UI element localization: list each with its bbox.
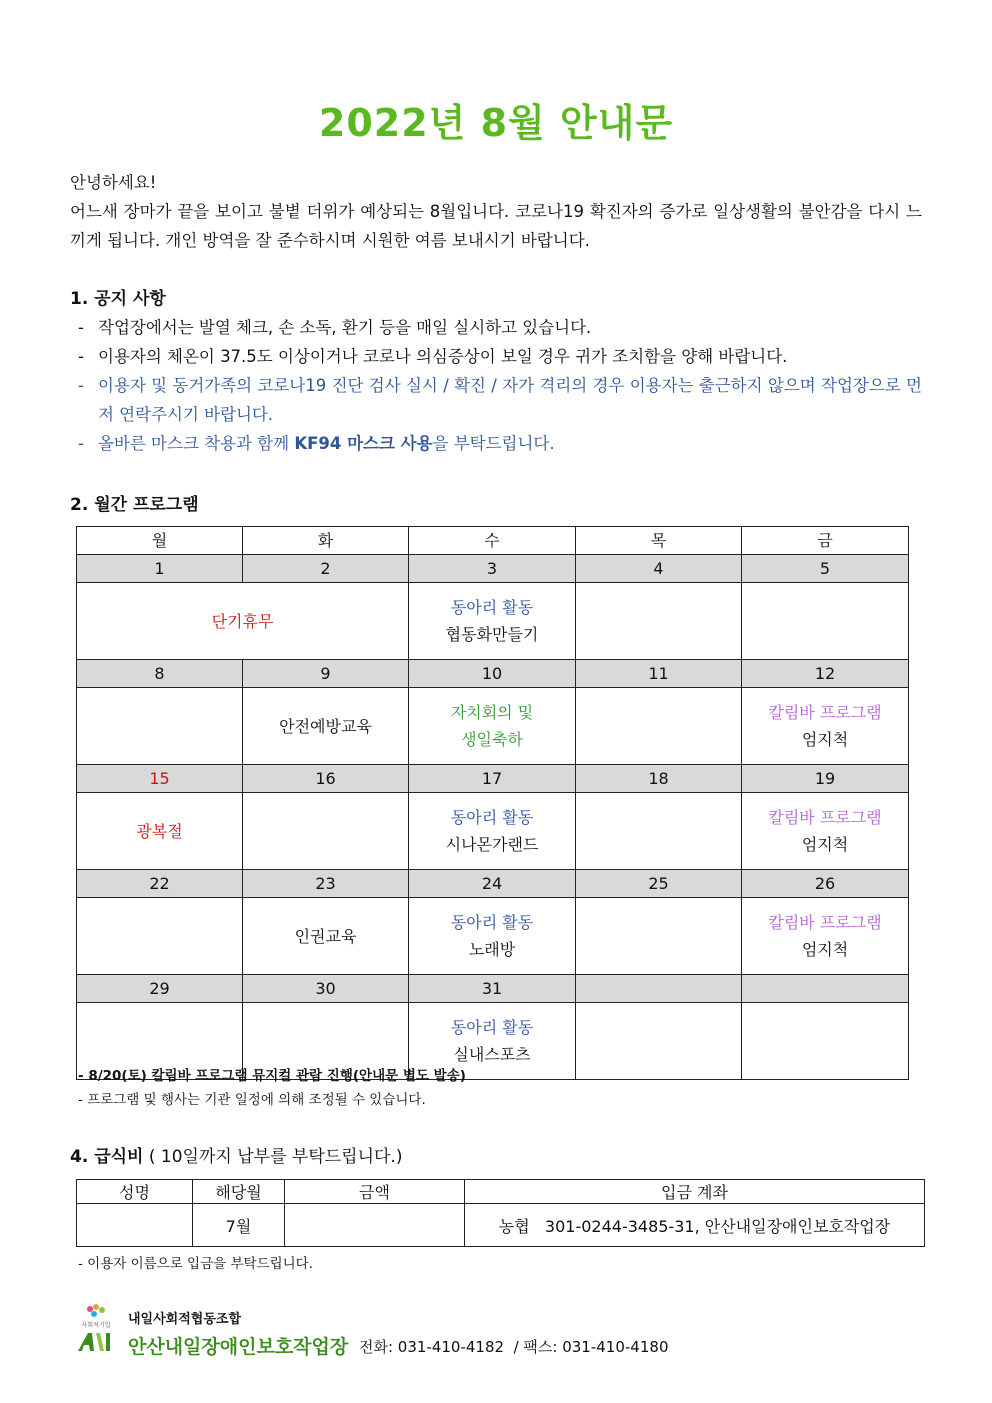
activity-title: 칼림바 프로그램 [768, 913, 882, 932]
cooperative-name: 내일사회적협동조합 [128, 1312, 242, 1327]
activity-detail: 실내스포츠 [453, 1045, 531, 1064]
list-item: - 이용자 및 동거가족의 코로나19 진단 검사 실시 / 확진 / 자가 격리의 경우 이용자는 출근하지 않으며 작업장으로 먼저 연락주시기 바랍니다. [78, 371, 922, 429]
activity-title: 동아리 활동 [450, 808, 534, 827]
program-note: - 8/20(토) 칼림바 프로그램 뮤지컬 관람 진행(안내문 별도 발송) [78, 1068, 466, 1084]
notice-item-emphasis: KF94 마스크 사용 [294, 434, 433, 453]
page-title: 2022년 8월 안내문 [318, 101, 674, 145]
notice-item: 작업장에서는 발열 체크, 손 소독, 환기 등을 매일 실시하고 있습니다. [98, 318, 592, 337]
activity-title: 칼림바 프로그램 [768, 808, 882, 827]
fee-heading-title: 4. 급식비 [70, 1147, 144, 1167]
column-header: 해당월 [193, 1180, 285, 1204]
activity-cell [742, 898, 909, 975]
table-row [77, 1204, 925, 1247]
organization-logo-icon [76, 1303, 116, 1355]
date-cell: 24 [409, 870, 576, 898]
activity-cell [409, 688, 576, 765]
activity-cell [742, 688, 909, 765]
column-header: 금액 [285, 1180, 465, 1204]
activity-title: 동아리 활동 [450, 598, 534, 617]
activity-title: 생일축하 [461, 730, 523, 749]
activity-cell [77, 688, 243, 765]
activity-cell [409, 583, 576, 660]
activity-title: 칼림바 프로그램 [768, 703, 882, 722]
holiday-cell: 단기휴무 [77, 583, 409, 660]
notice-item: 이용자 및 동거가족의 코로나19 진단 검사 실시 / 확진 / 자가 격리의 경우 이용자는 출근하지 않으며 작업장으로 먼저 연락주시기 바랍니다. [98, 376, 922, 424]
weekday-label: 화 [243, 527, 409, 555]
fee-heading-note: ( 10일까지 납부를 부탁드립니다.) [143, 1147, 403, 1167]
activity-cell: 인권교육 [243, 898, 409, 975]
monthly-calendar [76, 526, 909, 1080]
activity-title: 동아리 활동 [450, 1018, 534, 1037]
weekday-label: 금 [742, 527, 909, 555]
date-cell: 1 [77, 555, 243, 583]
notice-item-text: 을 부탁드립니다. [432, 434, 555, 453]
date-cell: 15 [77, 765, 243, 793]
workshop-name: 안산내일장애인보호작업장 [128, 1336, 349, 1358]
program-heading: 2. 월간 프로그램 [70, 495, 199, 515]
date-cell: 31 [409, 975, 576, 1003]
activity-cell [576, 583, 742, 660]
date-cell: 4 [576, 555, 742, 583]
activity-cell [742, 793, 909, 870]
date-row [77, 555, 909, 583]
activity-row [77, 898, 909, 975]
weekday-label: 월 [77, 527, 243, 555]
activity-row [77, 583, 909, 660]
activity-cell [576, 688, 742, 765]
program-note-text: 8/20(토) 칼림바 프로그램 뮤지컬 관람 진행(안내문 별도 발송) [88, 1068, 466, 1084]
activity-detail: 시나몬가랜드 [445, 835, 539, 854]
date-cell: 23 [243, 870, 409, 898]
activity-title: 동아리 활동 [450, 913, 534, 932]
fee-note: - 이용자 이름으로 입금을 부탁드립니다. [78, 1256, 313, 1272]
activity-cell [576, 898, 742, 975]
date-row [77, 975, 909, 1003]
fee-header-row [77, 1180, 925, 1204]
fee-note-text: 이용자 이름으로 입금을 부탁드립니다. [87, 1256, 313, 1272]
date-cell: 26 [742, 870, 909, 898]
notice-heading: 1. 공지 사항 [70, 289, 166, 309]
program-note: - 프로그램 및 행사는 기관 일정에 의해 조정될 수 있습니다. [78, 1092, 426, 1108]
activity-row [77, 688, 909, 765]
column-header: 성명 [77, 1180, 193, 1204]
date-cell: 30 [243, 975, 409, 1003]
program-note-text: 프로그램 및 행사는 기관 일정에 의해 조정될 수 있습니다. [87, 1092, 426, 1108]
date-cell: 12 [742, 660, 909, 688]
date-cell: 29 [77, 975, 243, 1003]
weekday-header-row [77, 527, 909, 555]
activity-cell [77, 898, 243, 975]
date-cell: 10 [409, 660, 576, 688]
activity-row [77, 793, 909, 870]
fee-amount-cell [285, 1204, 465, 1247]
activity-title: 자치회의 및 [450, 703, 534, 722]
activity-cell [243, 793, 409, 870]
column-header: 입금 계좌 [465, 1180, 925, 1204]
date-cell: 19 [742, 765, 909, 793]
date-cell: 3 [409, 555, 576, 583]
notice-item [98, 429, 922, 458]
activity-detail: 노래방 [468, 940, 516, 959]
date-cell: 2 [243, 555, 409, 583]
date-cell: 25 [576, 870, 742, 898]
svg-text:사회적기업: 사회적기업 [81, 1322, 111, 1329]
list-item: - 작업장에서는 발열 체크, 손 소독, 환기 등을 매일 실시하고 있습니다. [78, 313, 922, 342]
date-cell [742, 975, 909, 1003]
list-item: - 올바른 마스크 착용과 함께 KF94 마스크 사용을 부탁드립니다. [78, 429, 922, 458]
contact-info: 전화: 031-410-4182 / 팩스: 031-410-4180 [359, 1338, 669, 1356]
activity-cell [409, 898, 576, 975]
date-cell: 16 [243, 765, 409, 793]
activity-detail: 엄지척 [801, 835, 849, 854]
holiday-cell: 광복절 [77, 793, 243, 870]
fee-account-cell: 농협 301-0244-3485-31, 안산내일장애인보호작업장 [465, 1204, 925, 1247]
notice-list [78, 313, 922, 458]
date-cell: 8 [77, 660, 243, 688]
intro-paragraph: 어느새 장마가 끝을 보이고 불볕 더위가 예상되는 8월입니다. 코로나19 확진자의 증가로 일상생활의 불안감을 다시 느끼게 됩니다. 개인 방역을 잘 준수하시며 시원한 여름 보내시기 바랍니다. [70, 202, 922, 250]
date-cell: 17 [409, 765, 576, 793]
notice-item: 이용자의 체온이 37.5도 이상이거나 코로나 의심증상이 보일 경우 귀가 조치함을 양해 바랍니다. [98, 347, 788, 366]
notice-item-text: 올바른 마스크 착용과 함께 [98, 434, 295, 453]
date-cell [576, 975, 742, 1003]
activity-detail: 협동화만들기 [445, 625, 539, 644]
date-cell: 18 [576, 765, 742, 793]
activity-detail: 엄지척 [801, 730, 849, 749]
date-cell: 5 [742, 555, 909, 583]
activity-detail: 엄지척 [801, 940, 849, 959]
fee-heading [70, 1142, 402, 1167]
date-row [77, 660, 909, 688]
meal-fee-table [76, 1179, 925, 1247]
activity-cell: 안전예방교육 [243, 688, 409, 765]
program-notes [78, 1064, 466, 1112]
footer [76, 1303, 936, 1363]
fee-name-cell [77, 1204, 193, 1247]
activity-cell [576, 1003, 742, 1080]
activity-cell [576, 793, 742, 870]
date-cell: 9 [243, 660, 409, 688]
fee-month-cell: 7월 [193, 1204, 285, 1247]
weekday-label: 목 [576, 527, 742, 555]
activity-cell [742, 1003, 909, 1080]
date-row [77, 870, 909, 898]
greeting: 안녕하세요! [70, 173, 157, 192]
date-cell: 11 [576, 660, 742, 688]
date-cell: 22 [77, 870, 243, 898]
activity-cell [742, 583, 909, 660]
list-item: - 이용자의 체온이 37.5도 이상이거나 코로나 의심증상이 보일 경우 귀가 조치함을 양해 바랍니다. [78, 342, 922, 371]
weekday-label: 수 [409, 527, 576, 555]
date-row [77, 765, 909, 793]
activity-cell [409, 793, 576, 870]
intro-section [70, 168, 922, 255]
